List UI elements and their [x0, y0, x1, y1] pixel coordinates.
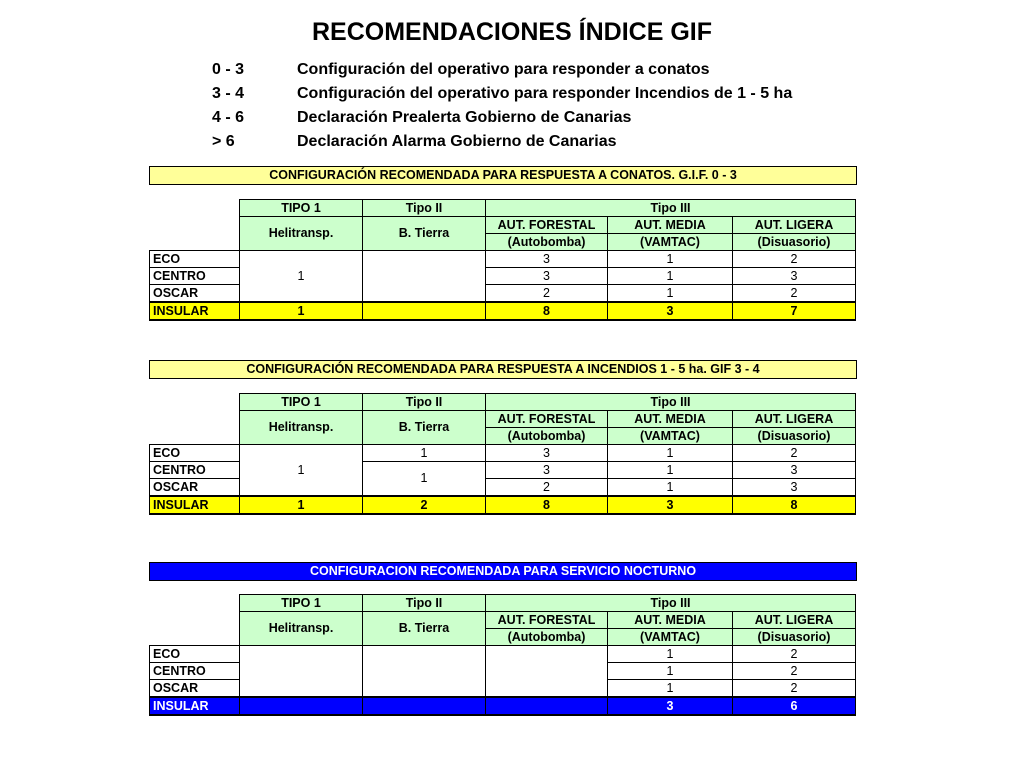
total-tipo1: 1 [240, 302, 363, 320]
cell-media: 1 [608, 680, 733, 698]
cell-ligera: 2 [733, 663, 856, 680]
cell-ligera: 3 [733, 462, 856, 479]
cell-media: 1 [608, 462, 733, 479]
table2-banner: CONFIGURACIÓN RECOMENDADA PARA RESPUESTA A INCENDIOS 1 - 5 ha. GIF 3 - 4 [149, 360, 857, 379]
cell-ligera: 2 [733, 251, 856, 268]
cell-ligera: 2 [733, 445, 856, 462]
zone-name: OSCAR [150, 479, 240, 497]
header-tipo3: Tipo III [486, 200, 856, 217]
header-ligera: AUT. LIGERA [733, 217, 856, 234]
header-tipo3: Tipo III [486, 394, 856, 411]
cell-tipo2 [363, 646, 486, 698]
header-ligera: AUT. LIGERA [733, 411, 856, 428]
header-ligera: AUT. LIGERA [733, 612, 856, 629]
total-name: INSULAR [150, 697, 240, 715]
header-media: AUT. MEDIA [608, 411, 733, 428]
header-forestal-sub: (Autobomba) [486, 234, 608, 251]
total-ligera: 7 [733, 302, 856, 320]
header-forestal: AUT. FORESTAL [486, 217, 608, 234]
table3-nocturno [149, 594, 856, 716]
total-tipo2: 2 [363, 496, 486, 514]
legend-range: 4 - 6 [212, 109, 245, 126]
cell-forestal: 3 [486, 445, 608, 462]
zone-name: ECO [150, 445, 240, 462]
legend-text: Configuración del operativo para responder Incendios de 1 - 5 ha [297, 85, 793, 102]
cell-forestal: 2 [486, 285, 608, 303]
legend-range: > 6 [212, 133, 235, 150]
header-helitransp: Helitransp. [240, 612, 363, 646]
table3-banner: CONFIGURACION RECOMENDADA PARA SERVICIO NOCTURNO [149, 562, 857, 581]
total-forestal: 8 [486, 302, 608, 320]
cell-forestal: 3 [486, 251, 608, 268]
table-row [150, 646, 856, 663]
header-forestal-sub: (Autobomba) [486, 629, 608, 646]
cell-tipo2 [363, 251, 486, 303]
header-media-sub: (VAMTAC) [608, 629, 733, 646]
header-media-sub: (VAMTAC) [608, 234, 733, 251]
header-tipo2: Tipo II [363, 200, 486, 217]
total-ligera: 8 [733, 496, 856, 514]
header-tipo1: TIPO 1 [240, 200, 363, 217]
total-media: 3 [608, 302, 733, 320]
total-tipo1: 1 [240, 496, 363, 514]
cell-forestal: 2 [486, 479, 608, 497]
cell-forestal: 3 [486, 268, 608, 285]
table1-conatos [149, 199, 856, 321]
legend-text: Configuración del operativo para responder a conatos [297, 61, 710, 78]
cell-ligera: 2 [733, 285, 856, 303]
zone-name: CENTRO [150, 268, 240, 285]
header-btierra: B. Tierra [363, 217, 486, 251]
legend-row [212, 130, 792, 154]
header-forestal: AUT. FORESTAL [486, 411, 608, 428]
cell-ligera: 2 [733, 680, 856, 698]
cell-tipo1: 1 [240, 445, 363, 497]
cell-media: 1 [608, 445, 733, 462]
zone-name: OSCAR [150, 680, 240, 698]
legend-row [212, 106, 792, 130]
cell-ligera: 3 [733, 479, 856, 497]
cell-media: 1 [608, 646, 733, 663]
table2-incendios [149, 393, 856, 515]
zone-name: CENTRO [150, 663, 240, 680]
header-tipo2: Tipo II [363, 394, 486, 411]
cell-media: 1 [608, 663, 733, 680]
header-tipo2: Tipo II [363, 595, 486, 612]
total-media: 3 [608, 496, 733, 514]
total-forestal [486, 697, 608, 715]
total-tipo1 [240, 697, 363, 715]
total-row [150, 302, 856, 320]
gif-legend [212, 58, 792, 154]
zone-name: ECO [150, 251, 240, 268]
cell-media: 1 [608, 251, 733, 268]
table-row [150, 445, 856, 462]
zone-name: OSCAR [150, 285, 240, 303]
table1-banner: CONFIGURACIÓN RECOMENDADA PARA RESPUESTA A CONATOS. G.I.F. 0 - 3 [149, 166, 857, 185]
page-title: RECOMENDACIONES ÍNDICE GIF [311, 18, 713, 46]
header-media-sub: (VAMTAC) [608, 428, 733, 445]
total-name: INSULAR [150, 496, 240, 514]
cell-tipo1: 1 [240, 251, 363, 303]
total-name: INSULAR [150, 302, 240, 320]
legend-text: Declaración Prealerta Gobierno de Canarias [297, 109, 632, 126]
cell-media: 1 [608, 285, 733, 303]
legend-row [212, 82, 792, 106]
legend-range: 0 - 3 [212, 61, 245, 78]
header-media: AUT. MEDIA [608, 612, 733, 629]
header-ligera-sub: (Disuasorio) [733, 234, 856, 251]
total-media: 3 [608, 697, 733, 715]
header-helitransp: Helitransp. [240, 411, 363, 445]
header-ligera-sub: (Disuasorio) [733, 629, 856, 646]
cell-media: 1 [608, 268, 733, 285]
cell-forestal: 3 [486, 462, 608, 479]
header-tipo1: TIPO 1 [240, 595, 363, 612]
legend-range: 3 - 4 [212, 85, 245, 102]
header-tipo1: TIPO 1 [240, 394, 363, 411]
header-media: AUT. MEDIA [608, 217, 733, 234]
header-forestal: AUT. FORESTAL [486, 612, 608, 629]
legend-row [212, 58, 792, 82]
header-tipo3: Tipo III [486, 595, 856, 612]
header-helitransp: Helitransp. [240, 217, 363, 251]
legend-text: Declaración Alarma Gobierno de Canarias [297, 133, 617, 150]
zone-name: CENTRO [150, 462, 240, 479]
cell-tipo2: 1 [363, 445, 486, 462]
total-tipo2 [363, 302, 486, 320]
header-ligera-sub: (Disuasorio) [733, 428, 856, 445]
cell-media: 1 [608, 479, 733, 497]
cell-tipo1 [240, 646, 363, 698]
header-btierra: B. Tierra [363, 612, 486, 646]
cell-ligera: 2 [733, 646, 856, 663]
header-forestal-sub: (Autobomba) [486, 428, 608, 445]
total-ligera: 6 [733, 697, 856, 715]
cell-tipo2: 1 [363, 462, 486, 497]
corner-blank [150, 394, 240, 445]
corner-blank [150, 200, 240, 251]
table-row [150, 251, 856, 268]
total-row [150, 496, 856, 514]
total-tipo2 [363, 697, 486, 715]
cell-ligera: 3 [733, 268, 856, 285]
header-btierra: B. Tierra [363, 411, 486, 445]
zone-name: ECO [150, 646, 240, 663]
corner-blank [150, 595, 240, 646]
cell-forestal [486, 646, 608, 698]
total-row [150, 697, 856, 715]
total-forestal: 8 [486, 496, 608, 514]
